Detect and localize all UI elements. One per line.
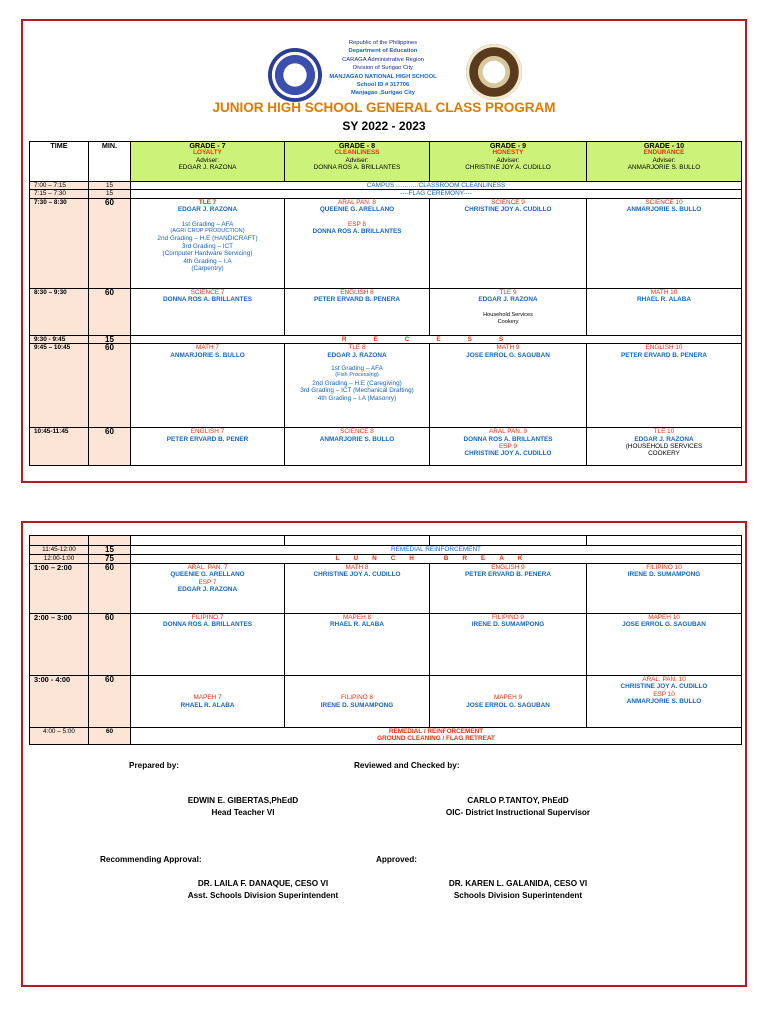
class-cell-g7 — [131, 564, 285, 614]
subject: MATH 10 — [650, 288, 678, 296]
grade-7-header — [131, 142, 285, 182]
class-cell-g8 — [285, 198, 430, 288]
grade-label: GRADE - 8 — [338, 141, 376, 150]
schedule-page-1 — [21, 19, 747, 483]
class-cell-g10 — [587, 198, 742, 288]
teacher: EDGAR J. RAZONA — [478, 296, 538, 304]
school-name: MANJAGAO NATIONAL HIGH SCHOOL — [329, 73, 437, 80]
reviewed-name: CARLO P.TANTOY, PhEdD — [467, 796, 569, 805]
subject: SCIENCE 7 — [190, 288, 225, 296]
activity-cell — [131, 335, 742, 343]
class-cell-g7 — [131, 344, 285, 428]
teacher: JOSE ERROL G. SAGUBAN — [466, 351, 550, 359]
grade-label: GRADE - 10 — [643, 141, 685, 150]
class-cell-g9 — [430, 614, 587, 676]
subject: MAPEH 7 — [193, 694, 222, 702]
subject: ENGLISH 8 — [340, 288, 374, 296]
subject: ESP 8 — [347, 220, 366, 228]
grading-note: 1st Grading – AFA — [181, 220, 234, 228]
teacher: PETER ERVARD B. PENER — [166, 435, 249, 443]
schedule-page-2 — [21, 521, 747, 987]
table-row — [30, 676, 742, 728]
subject: ARAL PAN. 8 — [337, 198, 376, 206]
min-cell: 60 — [89, 564, 131, 614]
table-row — [30, 555, 742, 564]
time-header: TIME — [30, 142, 89, 182]
subject: MAPEH 10 — [648, 614, 680, 621]
activity-cell — [131, 555, 742, 564]
agency-line: CARAGA Administrative Region — [342, 56, 424, 63]
teacher: CHRISTINE JOY A. CUDILLO — [464, 450, 552, 458]
activity-cell: CAMPUS ………..CLASSROOM CLEANLINESS — [131, 182, 742, 190]
subject: SCIENCE 10 — [645, 198, 683, 206]
min-cell: 15 — [89, 190, 131, 198]
reviewed-title: OIC- District Instructional Supervisor — [445, 808, 591, 817]
class-cell-g10 — [587, 428, 742, 466]
subject: TLE 7 — [198, 198, 217, 206]
teacher: DONNA ROS A. BRILLANTES — [163, 296, 252, 304]
subject: FILIPINO 10 — [646, 564, 682, 571]
table-row — [30, 198, 742, 288]
activity-cell: ----FLAG CEREMONY---- — [131, 190, 742, 198]
teacher: JOSE ERROL G. SAGUBAN — [466, 701, 550, 709]
subject: ENGLISH 10 — [645, 344, 683, 352]
grading-note: 1st Grading – AFA — [331, 365, 383, 373]
subject: ESP 10 — [653, 690, 675, 698]
note: (HOUSEHOLD SERVICES — [625, 443, 703, 451]
class-cell-g8 — [285, 564, 430, 614]
time-cell: 9:30 - 9:45 — [30, 335, 89, 343]
recommending-name: DR. LAILA F. DANAQUE, CESO VI — [197, 879, 329, 888]
subject: FILIPINO 7 — [191, 614, 224, 621]
class-cell-g10 — [587, 288, 742, 335]
class-cell-g9 — [430, 428, 587, 466]
table-row — [30, 614, 742, 676]
time-cell: 12:00-1:00 — [30, 555, 89, 564]
time-cell: 3:00 - 4:00 — [30, 676, 89, 728]
subject: ENGLISH 9 — [491, 564, 525, 571]
adviser-label: Adviser: — [496, 156, 520, 164]
class-cell-g10 — [587, 344, 742, 428]
approved-name: DR. KAREN L. GALANIDA, CESO VI — [448, 879, 588, 888]
recommending-title: Asst. Schools Division Superintendent — [187, 891, 339, 900]
reviewed-label: Reviewed and Checked by: — [354, 761, 460, 770]
teacher: IRENE D. SUMAMPONG — [627, 571, 701, 579]
time-cell: 9:45 – 10:45 — [30, 344, 89, 428]
grading-note: (Computer Hardware Servicing) — [162, 250, 253, 258]
table-row — [30, 546, 742, 555]
time-cell: 7:00 – 7:15 — [30, 182, 89, 190]
school-id: School ID # 317706 — [356, 82, 410, 89]
teacher: EDGAR J. RAZONA — [177, 586, 238, 594]
table-header-row — [30, 142, 742, 182]
section-name: ENDURANCE — [643, 149, 685, 157]
subject: MATH 9 — [496, 344, 520, 352]
min-cell: 60 — [89, 288, 131, 335]
teacher: RHAEL R. ALABA — [180, 701, 235, 709]
class-cell-g8 — [285, 676, 430, 728]
min-cell: 60 — [89, 428, 131, 466]
recommending-label: Recommending Approval: — [100, 855, 202, 864]
adviser-name: ANMARJORIE S. BULLO — [627, 164, 701, 172]
class-cell-g9 — [430, 564, 587, 614]
prepared-name: EDWIN E. GIBERTAS,PhEdD — [187, 796, 299, 805]
time-cell: 4:00 – 5:00 — [30, 728, 89, 745]
subject: TLE 8 — [348, 344, 366, 352]
table-row — [30, 728, 742, 745]
min-cell: 75 — [89, 555, 131, 564]
teacher: CHRISTINE JOY A. CUDILLO — [464, 206, 552, 214]
agency-line: Division of Surigao City — [353, 65, 413, 72]
grade-label: GRADE - 9 — [489, 141, 527, 150]
min-header: MIN. — [89, 142, 131, 182]
teacher: DONNA ROS A. BRILLANTES — [312, 228, 402, 236]
class-cell-g8 — [285, 428, 430, 466]
recess-label: RECESS — [341, 335, 531, 343]
subject: ESP 9 — [498, 443, 517, 451]
teacher: DONNA ROS A. BRILLANTES — [163, 621, 252, 629]
activity-cell — [131, 728, 742, 745]
min-cell: 60 — [89, 676, 131, 728]
teacher: ANMARJORIE S. BULLO — [319, 435, 395, 443]
subject: TLE 10 — [653, 428, 675, 436]
subject: FILIPINO 8 — [341, 694, 373, 702]
time-cell: 7:30 – 8:30 — [30, 198, 89, 288]
teacher: PETER ERVARD B. PENERA — [620, 351, 708, 359]
table-row — [30, 288, 742, 335]
lunch-break-label: LUNCH BREAK — [335, 555, 537, 562]
subject: MAPEH 9 — [493, 694, 523, 702]
class-cell-g7 — [131, 198, 285, 288]
schedule-table-1 — [29, 141, 742, 466]
min-cell: 60 — [89, 344, 131, 428]
subject: MAPEH 8 — [342, 614, 372, 621]
table-row — [30, 335, 742, 343]
grading-note: (Fish Processing) — [335, 372, 379, 379]
grade-label: GRADE - 7 — [189, 141, 226, 150]
teacher: EDGAR J. RAZONA — [634, 435, 694, 443]
teacher: DONNA ROS A. BRILLANTES — [463, 435, 553, 443]
class-cell-g7 — [131, 614, 285, 676]
teacher: JOSE ERROL G. SAGUBAN — [622, 621, 706, 629]
teacher: ANMARJORIE S. BULLO — [626, 698, 702, 706]
prepared-title: Head Teacher VI — [211, 808, 275, 817]
class-cell-g10 — [587, 614, 742, 676]
note: COOKERY — [648, 450, 680, 458]
min-cell: 60 — [89, 728, 131, 745]
teacher: RHAEL R. ALABA — [330, 621, 384, 629]
section-name: CLEANLINESS — [334, 149, 380, 157]
grading-note: 4th Grading – I.A — [183, 257, 232, 265]
subject: MATH 8 — [345, 564, 369, 571]
class-cell-g7 — [131, 288, 285, 335]
agency-line: Department of Education — [348, 48, 418, 55]
min-cell: 15 — [89, 546, 131, 555]
teacher: CHRISTINE JOY A. CUDILLO — [620, 683, 708, 691]
school-address: Manjagao ,Surigao City — [350, 90, 416, 97]
min-cell: 15 — [89, 335, 131, 343]
min-cell: 60 — [89, 198, 131, 288]
time-cell: 1:00 – 2:00 — [30, 564, 89, 614]
activity-cell: REMEDIAL REINFORCEMENT — [131, 546, 742, 555]
subject: ARAL PAN. 9 — [488, 428, 527, 436]
subject: SCIENCE 9 — [491, 198, 525, 206]
note: Household Services — [483, 311, 533, 318]
grading-note: 4th Grading – I.A (Masonry) — [317, 394, 397, 402]
grade-9-header — [430, 142, 587, 182]
note: Cookery — [497, 319, 519, 326]
adviser-name: CHRISTINE JOY A. CUDILLO — [465, 164, 551, 172]
subject: TLE 9 — [499, 288, 517, 296]
min-cell: 60 — [89, 614, 131, 676]
table-row — [30, 182, 742, 190]
teacher: EDGAR J. RAZONA — [177, 206, 238, 214]
activity-line: REMEDIAL / REINFORCEMENT — [388, 728, 484, 735]
class-cell-g9 — [430, 288, 587, 335]
subject: ESP 7 — [198, 578, 217, 586]
adviser-name: EDGAR J. RAZONA — [178, 164, 237, 172]
table-row — [30, 190, 742, 198]
grading-note: (AGRI CROP PRODUCTION) — [170, 228, 245, 235]
table-row — [30, 536, 742, 546]
teacher: CHRISTINE JOY A. CUDILLO — [313, 571, 401, 579]
teacher: IRENE D. SUMAMPONG — [320, 701, 394, 709]
activity-line: GROUND CLEANING / FLAG RETREAT — [377, 735, 495, 743]
grade-10-header — [587, 142, 742, 182]
time-cell: 2:00 – 3:00 — [30, 614, 89, 676]
prepared-label: Prepared by: — [129, 761, 180, 770]
section-name: LOYALTY — [193, 149, 222, 157]
section-name: HONESTY — [492, 149, 524, 157]
min-cell: 15 — [89, 182, 131, 190]
class-cell-g7 — [131, 428, 285, 466]
subject: FILIPINO 9 — [492, 614, 524, 621]
subject: ARAL. PAN. 7 — [187, 564, 228, 571]
class-cell-g8 — [285, 614, 430, 676]
class-cell-g7 — [131, 676, 285, 728]
school-year: SY 2022 - 2023 — [342, 119, 426, 133]
approved-label: Approved: — [376, 855, 417, 864]
class-cell-g9 — [430, 676, 587, 728]
adviser-name: DONNA ROS A. BRILLANTES — [313, 164, 401, 172]
agency-line: Republic of the Philippines — [348, 40, 418, 46]
grading-note: 3rd Grading – ICT (Mechanical Drafting) — [300, 387, 414, 395]
subject: ENGLISH 7 — [190, 428, 225, 436]
page-title: JUNIOR HIGH SCHOOL GENERAL CLASS PROGRAM — [212, 100, 556, 115]
grading-note: 2nd Grading – H.E (Caregiving) — [312, 379, 402, 387]
adviser-label: Adviser: — [195, 156, 220, 164]
grading-note: 3rd Grading – ICT — [181, 242, 234, 250]
class-cell-g9 — [430, 344, 587, 428]
document-header — [23, 21, 745, 139]
grading-note: (Carpentry) — [191, 265, 224, 273]
class-cell-g10 — [587, 564, 742, 614]
table-row — [30, 428, 742, 466]
time-cell: 10:45-11:45 — [30, 428, 89, 466]
table-row — [30, 564, 742, 614]
table-row — [30, 344, 742, 428]
adviser-label: Adviser: — [345, 156, 369, 164]
teacher: PETER ERVARD B. PENERA — [464, 571, 552, 579]
time-cell: 11:45-12:00 — [30, 546, 89, 555]
class-cell-g8 — [285, 288, 430, 335]
grading-note: 2nd Grading – H.E (HANDICRAFT) — [157, 235, 258, 243]
teacher: PETER ERVARD B. PENERA — [313, 296, 401, 304]
class-cell-g10 — [587, 676, 742, 728]
teacher: QUEENIE G. ARELLANO — [170, 571, 245, 579]
time-cell: 7:15 – 7:30 — [30, 190, 89, 198]
teacher: ANMARJORIE S. BULLO — [626, 206, 702, 214]
subject: ARAL. PAN. 10 — [642, 676, 686, 683]
subject: MATH 7 — [196, 344, 219, 352]
time-cell: 8:30 – 9:30 — [30, 288, 89, 335]
approved-title: Schools Division Superintendent — [453, 891, 583, 900]
class-cell-g8 — [285, 344, 430, 428]
class-cell-g9 — [430, 198, 587, 288]
teacher: QUEENIE G. ARELLANO — [319, 206, 395, 214]
agency-block — [283, 39, 483, 98]
teacher: EDGAR J. RAZONA — [327, 351, 387, 359]
adviser-label: Adviser: — [652, 156, 676, 164]
subject: SCIENCE 8 — [340, 428, 374, 436]
teacher: RHAEL R. ALABA — [637, 296, 691, 304]
teacher: ANMARJORIE S. BULLO — [170, 351, 245, 359]
schedule-table-2 — [29, 535, 742, 745]
grade-8-header — [285, 142, 430, 182]
teacher: IRENE D. SUMAMPONG — [471, 621, 545, 629]
